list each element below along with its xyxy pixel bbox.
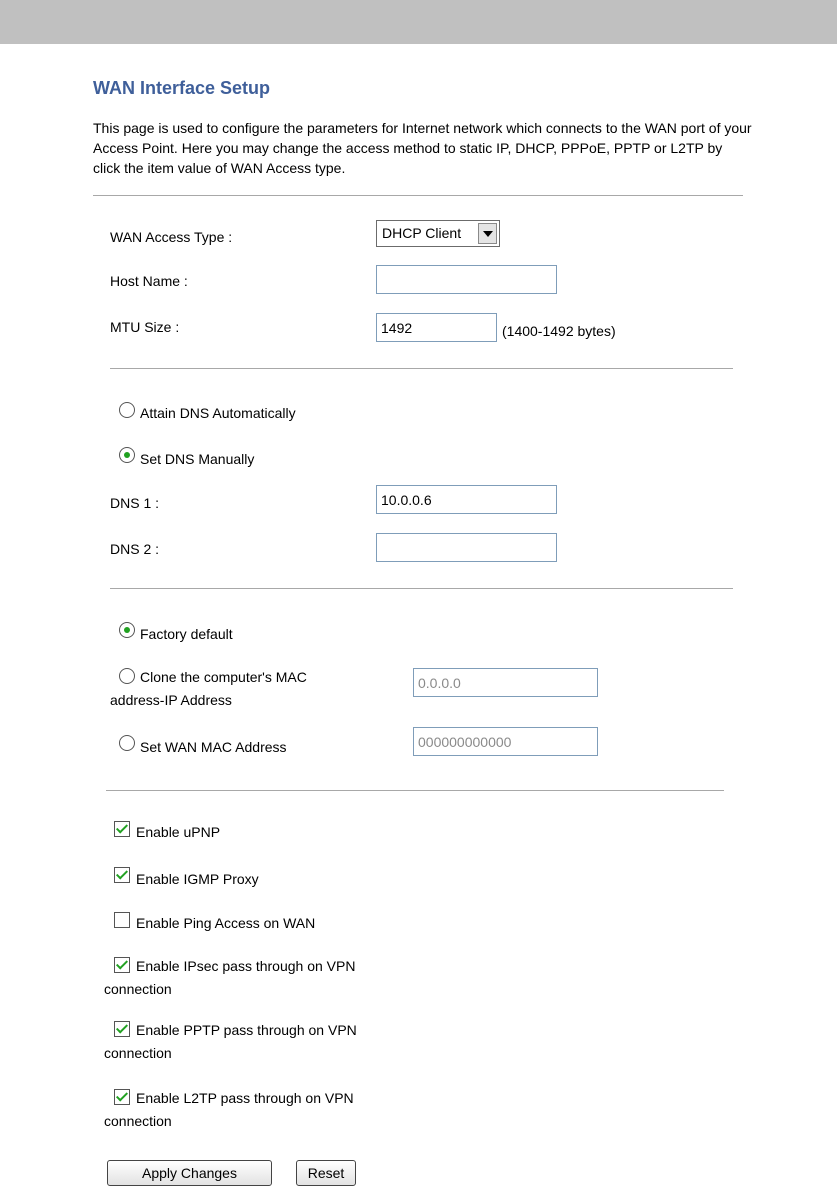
- enable-ping-access-checkbox[interactable]: [114, 912, 130, 928]
- divider: [110, 588, 733, 589]
- host-name-input[interactable]: [376, 265, 557, 294]
- mtu-size-label: MTU Size :: [110, 319, 180, 335]
- dns-auto-radio[interactable]: [119, 402, 135, 418]
- divider: [93, 195, 743, 196]
- enable-pptp-label: Enable PPTP pass through on VPN connection: [104, 1022, 357, 1061]
- wan-access-type-select[interactable]: [376, 220, 500, 247]
- chevron-down-icon[interactable]: [478, 223, 497, 244]
- dns2-input[interactable]: [376, 533, 557, 562]
- set-wan-mac-input[interactable]: [413, 727, 598, 756]
- top-bar: [0, 0, 837, 44]
- host-name-label: Host Name :: [110, 273, 188, 289]
- enable-igmp-proxy-checkbox[interactable]: [114, 867, 130, 883]
- wan-access-type-value: DHCP Client: [382, 225, 462, 241]
- apply-changes-button[interactable]: Apply Changes: [107, 1160, 272, 1186]
- set-wan-mac-radio[interactable]: [119, 735, 135, 751]
- clone-mac-label: Clone the computer's MAC address-IP Address: [110, 669, 307, 708]
- enable-ping-access-label: Enable Ping Access on WAN: [136, 915, 316, 931]
- divider: [110, 368, 733, 369]
- reset-button[interactable]: Reset: [296, 1160, 356, 1186]
- dns2-label: DNS 2 :: [110, 541, 160, 557]
- dns-auto-label: Attain DNS Automatically: [140, 405, 296, 421]
- dns1-label: DNS 1 :: [110, 495, 160, 511]
- factory-default-label: Factory default: [140, 626, 233, 642]
- dns-manual-label: Set DNS Manually: [140, 451, 255, 467]
- dns1-input[interactable]: [376, 485, 557, 514]
- enable-ipsec-label: Enable IPsec pass through on VPN connection: [104, 958, 356, 997]
- enable-upnp-label: Enable uPNP: [136, 824, 221, 840]
- enable-igmp-proxy-label: Enable IGMP Proxy: [136, 871, 259, 887]
- wan-access-type-label: WAN Access Type :: [110, 229, 233, 245]
- dns-manual-radio[interactable]: [119, 447, 135, 463]
- mtu-size-input[interactable]: [376, 313, 497, 342]
- enable-upnp-checkbox[interactable]: [114, 821, 130, 837]
- divider: [106, 790, 724, 791]
- mtu-size-hint: (1400-1492 bytes): [502, 323, 616, 339]
- factory-default-radio[interactable]: [119, 622, 135, 638]
- enable-l2tp-label: Enable L2TP pass through on VPN connection: [104, 1090, 354, 1129]
- clone-mac-input[interactable]: [413, 668, 598, 697]
- set-wan-mac-label: Set WAN MAC Address: [140, 739, 287, 755]
- page-description: This page is used to configure the parameters for Internet network which connects to the WAN port of your Access Point. Here you may change the access method to static IP, DHCP, PPPoE, PPTP or L2TP by click the item value of WAN Access type.: [93, 120, 752, 176]
- page-title: WAN Interface Setup: [93, 78, 271, 98]
